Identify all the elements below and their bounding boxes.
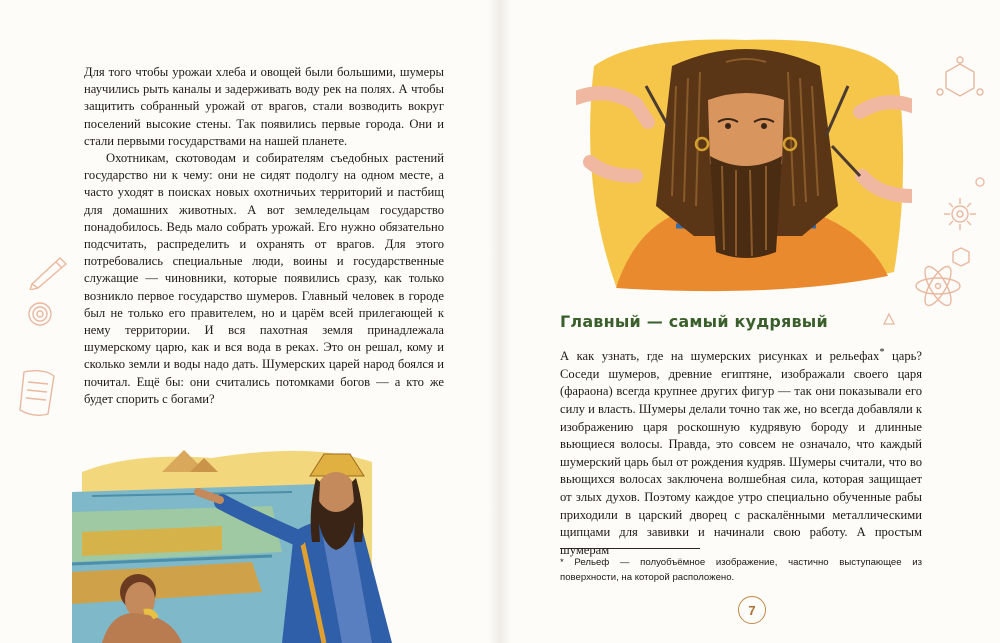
- sumerian-king-illustration: [72, 432, 446, 643]
- molecule-doodle-icon: [936, 56, 984, 104]
- footnote-divider: [560, 548, 700, 549]
- left-page-text: [84, 64, 444, 408]
- section-heading: Главный — самый кудрявый: [560, 312, 828, 331]
- gear-doodle-icon: [940, 194, 980, 234]
- small-circle-doodle-icon: [974, 176, 986, 188]
- page-number-badge: [738, 596, 766, 624]
- paragraph-1: Для того чтобы урожаи хлеба и овощей были большими, шумеры научились рыть каналы и задерживать воду рек на полях. А чтобы защитить собранный урожай от врагов, стали возводить вокруг поселений высокие стены. Так появились первые города. Они и стали первыми государствами на нашей планете.: [84, 65, 444, 148]
- footnote: * Рельеф — полуобъёмное изображение, частично выступающее из поверхности, на которой расположено.: [560, 557, 922, 583]
- footnote-mark: *: [879, 347, 885, 358]
- spiral-doodle-icon: [26, 300, 54, 328]
- page-number: 7: [748, 602, 756, 618]
- scroll-doodle-icon: [14, 366, 62, 420]
- curly-king-illustration: [576, 26, 912, 298]
- triangle-doodle-icon: [882, 312, 896, 326]
- right-page-paragraph: [560, 344, 922, 559]
- pencil-doodle-icon: [26, 250, 70, 290]
- paragraph-start: А как узнать, где на шумерских рисунках и рельефах: [560, 349, 880, 364]
- paragraph-2: Охотникам, скотоводам и собирателям съедобных растений государство ни к чему: они не сидят подолгу на одном месте, а часто уходят в поисках новых охотничьих территорий и пастбищ для домашних животных. А вот земледельцам государство понадобилось. Ведь мало собрать урожай. Его нужно обязательно подсчитать, распределить и охранять от врагов. Для этого потребовались специальные люди, воины и государственные служащие — чиновники, которые появились сразу, как только возникло первое государство шумеров. Главный человек в городе был не только его правителем, но и царём всей прилегающей к нему территории. И вся пахотная земля принадлежала шумерскому царю, как и вся вода в реках. Это он решал, кому и сколько земли и воды надо дать. Шумерских царей народ боялся и почитал. Ещё бы: они считались потомками богов — а кто же будет спорить с богами?: [84, 151, 444, 406]
- atom-doodle-icon: [912, 262, 964, 310]
- paragraph-rest: царь? Соседи шумеров, древние египтяне, изображали своего царя (фараона) всегда крупнее других фигур — так они показывали его силу и власть. Шумеры делали точно так же, но всегда добавляли к изображению царя роскошную кудрявую бороду и длинные вьющиеся волосы. Правда, это совсем не означало, что каждый шумерский царь был от рождения кудряв. Шумеры считали, что во вьющихся волосах заключена волшебная сила, которая защищает от злых духов. Поэтому каждое утро специально обученные рабы приходили в царский дворец с раскалёнными металлическими щипцами для завивки и начинали свою работу. А простым шумерам: [560, 349, 923, 557]
